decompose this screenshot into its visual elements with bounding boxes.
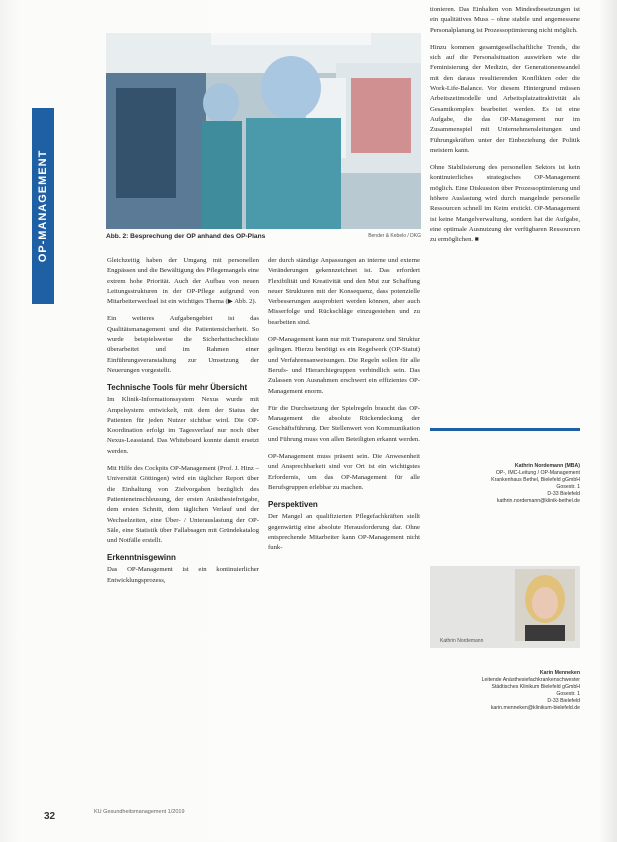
portrait-label: Kathrin Nordemann <box>440 638 484 644</box>
paragraph: OP-Management kann nur mit Transparenz und Struktur gelingen. Hierzu benötigt es ein Regelwerk (OP-Statut) und Verfahrensanweisungen. Die Regeln sollen für alle Berufs- und Hierarchiegruppen verbindlich sein. Das Zulassen von Ausnahmen erschwert ein effizientes OP-Management enorm. <box>268 336 420 395</box>
paragraph: Das OP-Management ist ein kontinuierlicher Entwicklungsprozess, <box>107 566 259 584</box>
subheading: Erkenntnisgewinn <box>107 553 176 563</box>
author-divider <box>430 428 580 431</box>
column-left <box>107 256 259 593</box>
page-footer <box>44 806 185 824</box>
paragraph: tionieren. Das Einhalten von Mindestbesetzungen ist ein qualitätives Muss – ohne stabile und angemessene Personalplanung ist Prozessoptimierung nicht möglich. <box>430 6 580 34</box>
section-label: OP-MANAGEMENT <box>37 149 49 263</box>
paragraph: Im Klinik-Informationssystem Nexus wurde mit Ampelsystem entwickelt, mit dem der Status der Patienten für jeden Nutzer sichtbar wird. Die OP-Koordination erfolgt im Tagesverlauf nur noch über Nexus-Leasstand. Das Whiteboard konnte damit ersetzt werden. <box>107 396 259 455</box>
caption-text: Abb. 2: Besprechung der OP anhand des OP-Plans <box>106 233 266 240</box>
magazine-title: KU Gesundheitsmanagement 1/2019 <box>94 809 185 815</box>
author-portrait <box>515 569 575 641</box>
paragraph: Ein weiteres Aufgabengebiet ist das Qualitätsmanagement und die Patientensicherheit. So wurde beispielsweise die Sicherheitscheckliste überarbeitet und im Rahmen einer Einführungsveranstaltung zur Umsetzung der Neuerungen vorgestellt. <box>107 315 259 374</box>
figure-caption <box>106 233 421 240</box>
paragraph: Für die Durchsetzung der Spielregeln braucht das OP-Management die absolute Rückendeckung der Geschäftsführung. Der Stellenwert von Kommunikation und Führung muss von allen Beteiligten erkannt werden. <box>268 404 420 443</box>
paragraph: Der Mangel an qualifizierten Pflegefachkräften stellt gegenwärtig eine absolute Herausforderung dar. Ohne entsprechende Mitarbeiter kann OP-Management nicht funk- <box>268 513 420 552</box>
paragraph: Ohne Stabilisierung des personellen Sektors ist kein kontinuierliches strategisches OP-Management möglich. Eine Diskussion über Prozessoptimierung und höhere Auslastung wird durch mangelnde personelle Ressourcen schnell im Keim erstickt. OP-Management ist keine Mangelverwaltung, sondern hat die Aufgabe, eine optimale Ausnutzung der verfügbaren Ressourcen zu ermöglichen. ■ <box>430 164 580 244</box>
paragraph: Gleichzeitig haben der Umgang mit personellen Engpässen und die Bewältigung des Pflegemangels eine extrem hohe Priorität. Auch der Aufbau von neuen Leitungsstrukturen in der OP-Pflege aufgrund von Mitarbeiterwechsel ist ein wichtiges Thema (▶ Abb. 2). <box>107 257 259 306</box>
section-tab <box>32 108 54 304</box>
paragraph: der durch ständige Anpassungen an interne und externe Veränderungen gekennzeichnet ist. Das erfordert Flexibilität und Kreativität und den Mut zur Schaffung neuer Strukturen mit der Konsequenz, dass potenzielle Verbesserungen ausprobiert werden können, aber auch Misserfolge und Rückschläge einzugestehen und zu bearbeiten sind. <box>268 257 420 326</box>
author-line: D-33 Bielefeld <box>547 491 580 497</box>
page-number: 32 <box>44 811 56 822</box>
author-line: Gosestr. 1 <box>556 484 580 490</box>
subheading: Technische Tools für mehr Übersicht <box>107 383 248 393</box>
author-line: D-33 Bielefeld <box>547 698 580 704</box>
paragraph: Hinzu kommen gesamtgesellschaftliche Trends, die sich auf die Personalsituation auswirken wie die Feminisierung der Medizin, der Generationenwandel mit den daraus resultierenden Konflikten oder die Work-Life-Balance. Vor diesem Hintergrund müssen Arbeitszeitmodelle und Arbeitsplatzattraktivität als Gesamtkomplex bearbeitet werden. Es ist eine Aufgabe, die das OP-Management nur im Zusammenspiel mit Unternehmensleitungen und Führungskräften unter der Einbeziehung der Politik meistern kann. <box>430 43 580 154</box>
column-right <box>430 5 580 253</box>
paragraph: OP-Management muss präsent sein. Die Anwesenheit und Ansprechbarkeit sind vor Ort ist ein wichtigstes Erfordernis, um das OP-Management für alle Berufsgruppen erlebbar zu machen. <box>268 453 420 491</box>
photo-credit: Bender & Kebelo / DKG <box>368 233 421 239</box>
author-email: karin.menneken@klinikum-bielefeld.de <box>490 705 580 711</box>
portrait-illustration <box>515 569 575 641</box>
author-line: Gosestr. 1 <box>556 691 580 697</box>
author-info-2 <box>430 670 580 712</box>
author-line: Städtisches Klinikum Bielefeld gGmbH <box>491 684 580 690</box>
or-meeting-illustration <box>106 33 421 229</box>
author-line: OP-, IMC-Leitung / OP-Management <box>495 470 580 476</box>
figure-photo <box>106 33 421 229</box>
column-middle <box>268 256 420 560</box>
author-name: Karin Menneken <box>539 670 580 676</box>
author-line: Leitende Anästhesiefachkrankenschwester <box>481 677 580 683</box>
subheading: Perspektiven <box>268 500 318 510</box>
paragraph: Mit Hilfe des Cockpits OP-Management (Prof. J. Hinz – Universität Göttingen) wird ein täglicher Report über die Einhaltung von Zielvorgaben bezüglich des Patienteneinschleusung, der ersten Anästhesiefreigabe, dem ersten Schnitt, dem täglichen Verlauf und der Wechselzeiten, eine Über- / Unterauslastung der OP-Säle, eine Statistik über Fallabsagen mit Gründekatalog und Notfälle erstellt. <box>107 465 259 545</box>
author-info-1 <box>430 463 580 505</box>
author-line: Krankenhaus Bethel, Bielefeld gGmbH <box>491 477 580 483</box>
author-email: kathrin.nordemann@klinik-bethel.de <box>496 498 580 504</box>
author-name: Kathrin Nordemann (MBA) <box>514 463 580 469</box>
